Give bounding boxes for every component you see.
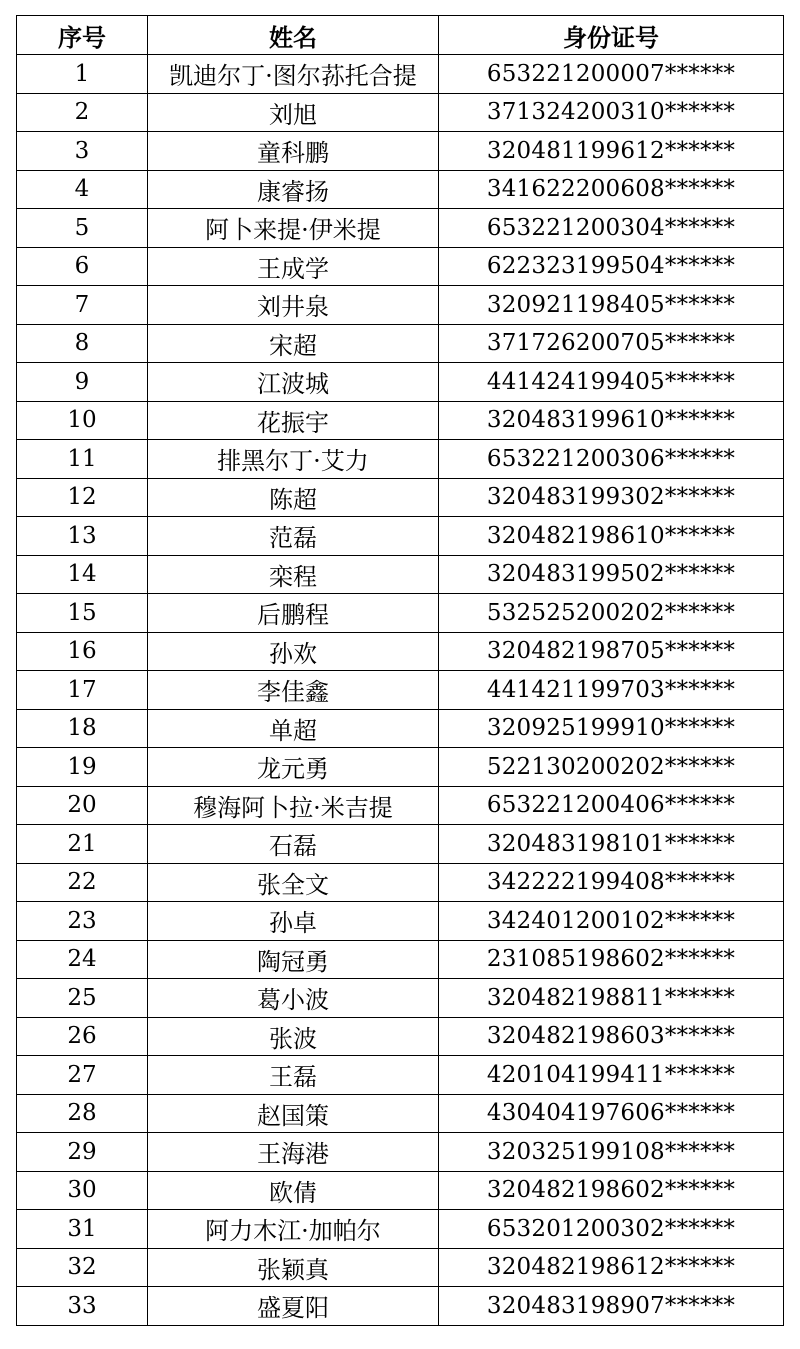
table-row bbox=[17, 1171, 784, 1210]
id-number-cell: 320925199910****** bbox=[439, 709, 784, 748]
name-cell: 花振宇 bbox=[148, 401, 439, 440]
table-row bbox=[17, 286, 784, 325]
table-row bbox=[17, 1210, 784, 1249]
header-name: 姓名 bbox=[148, 16, 439, 55]
id-number-cell: 420104199411****** bbox=[439, 1056, 784, 1095]
id-number-cell: 320483198907****** bbox=[439, 1287, 784, 1326]
serial-number-cell: 25 bbox=[17, 979, 148, 1018]
name-cell: 排黑尔丁·艾力 bbox=[148, 440, 439, 479]
name-cell: 张全文 bbox=[148, 863, 439, 902]
id-number-cell: 441421199703****** bbox=[439, 671, 784, 710]
name-cell: 后鹏程 bbox=[148, 594, 439, 633]
id-number-cell: 342222199408****** bbox=[439, 863, 784, 902]
table-row bbox=[17, 93, 784, 132]
id-number-cell: 622323199504****** bbox=[439, 247, 784, 286]
name-cell: 葛小波 bbox=[148, 979, 439, 1018]
id-number-cell: 320482198603****** bbox=[439, 1017, 784, 1056]
name-cell: 阿卜来提·伊米提 bbox=[148, 209, 439, 248]
table-row bbox=[17, 478, 784, 517]
serial-number-cell: 17 bbox=[17, 671, 148, 710]
name-cell: 孙卓 bbox=[148, 902, 439, 941]
id-number-cell: 231085198602****** bbox=[439, 940, 784, 979]
table-row bbox=[17, 440, 784, 479]
id-number-cell: 320482198610****** bbox=[439, 517, 784, 556]
id-number-cell: 371324200310****** bbox=[439, 93, 784, 132]
name-cell: 王海港 bbox=[148, 1133, 439, 1172]
serial-number-cell: 23 bbox=[17, 902, 148, 941]
id-number-cell: 441424199405****** bbox=[439, 363, 784, 402]
table-row bbox=[17, 979, 784, 1018]
id-number-cell: 341622200608****** bbox=[439, 170, 784, 209]
id-number-cell: 320921198405****** bbox=[439, 286, 784, 325]
serial-number-cell: 20 bbox=[17, 786, 148, 825]
name-cell: 龙元勇 bbox=[148, 748, 439, 787]
serial-number-cell: 14 bbox=[17, 555, 148, 594]
name-cell: 张颖真 bbox=[148, 1248, 439, 1287]
serial-number-cell: 26 bbox=[17, 1017, 148, 1056]
name-cell: 刘旭 bbox=[148, 93, 439, 132]
header-serial-number: 序号 bbox=[17, 16, 148, 55]
serial-number-cell: 2 bbox=[17, 93, 148, 132]
serial-number-cell: 6 bbox=[17, 247, 148, 286]
id-number-cell: 430404197606****** bbox=[439, 1094, 784, 1133]
serial-number-cell: 24 bbox=[17, 940, 148, 979]
id-number-cell: 320482198602****** bbox=[439, 1171, 784, 1210]
table-body bbox=[17, 55, 784, 1326]
table-row bbox=[17, 1094, 784, 1133]
id-number-cell: 522130200202****** bbox=[439, 748, 784, 787]
serial-number-cell: 15 bbox=[17, 594, 148, 633]
table-row bbox=[17, 1287, 784, 1326]
table-row bbox=[17, 671, 784, 710]
id-number-cell: 653221200306****** bbox=[439, 440, 784, 479]
name-cell: 单超 bbox=[148, 709, 439, 748]
serial-number-cell: 10 bbox=[17, 401, 148, 440]
id-number-cell: 320483199502****** bbox=[439, 555, 784, 594]
name-cell: 童科鹏 bbox=[148, 132, 439, 171]
name-cell: 刘井泉 bbox=[148, 286, 439, 325]
serial-number-cell: 13 bbox=[17, 517, 148, 556]
table-row bbox=[17, 363, 784, 402]
header-row bbox=[17, 16, 784, 55]
serial-number-cell: 3 bbox=[17, 132, 148, 171]
id-number-cell: 653221200304****** bbox=[439, 209, 784, 248]
serial-number-cell: 16 bbox=[17, 632, 148, 671]
id-number-cell: 653221200406****** bbox=[439, 786, 784, 825]
table-row bbox=[17, 401, 784, 440]
serial-number-cell: 12 bbox=[17, 478, 148, 517]
table-row bbox=[17, 709, 784, 748]
serial-number-cell: 7 bbox=[17, 286, 148, 325]
id-number-cell: 532525200202****** bbox=[439, 594, 784, 633]
table-row bbox=[17, 940, 784, 979]
serial-number-cell: 29 bbox=[17, 1133, 148, 1172]
serial-number-cell: 33 bbox=[17, 1287, 148, 1326]
header-id-number: 身份证号 bbox=[439, 16, 784, 55]
table-row bbox=[17, 170, 784, 209]
name-cell: 阿力木江·加帕尔 bbox=[148, 1210, 439, 1249]
name-cell: 孙欢 bbox=[148, 632, 439, 671]
table-row bbox=[17, 1056, 784, 1095]
name-cell: 张波 bbox=[148, 1017, 439, 1056]
id-number-cell: 320482198612****** bbox=[439, 1248, 784, 1287]
table-row bbox=[17, 825, 784, 864]
table-row bbox=[17, 55, 784, 94]
table-header bbox=[17, 16, 784, 55]
table-row bbox=[17, 1248, 784, 1287]
name-cell: 凯迪尔丁·图尔荪托合提 bbox=[148, 55, 439, 94]
table-row bbox=[17, 1133, 784, 1172]
name-cell: 范磊 bbox=[148, 517, 439, 556]
serial-number-cell: 31 bbox=[17, 1210, 148, 1249]
id-number-cell: 320482198811****** bbox=[439, 979, 784, 1018]
serial-number-cell: 32 bbox=[17, 1248, 148, 1287]
serial-number-cell: 4 bbox=[17, 170, 148, 209]
table-row bbox=[17, 555, 784, 594]
table-row bbox=[17, 324, 784, 363]
name-cell: 石磊 bbox=[148, 825, 439, 864]
name-cell: 王磊 bbox=[148, 1056, 439, 1095]
table-row bbox=[17, 247, 784, 286]
table-row bbox=[17, 863, 784, 902]
table-row bbox=[17, 209, 784, 248]
name-cell: 康睿扬 bbox=[148, 170, 439, 209]
id-number-cell: 320325199108****** bbox=[439, 1133, 784, 1172]
name-cell: 欧倩 bbox=[148, 1171, 439, 1210]
serial-number-cell: 21 bbox=[17, 825, 148, 864]
serial-number-cell: 11 bbox=[17, 440, 148, 479]
name-cell: 盛夏阳 bbox=[148, 1287, 439, 1326]
table-row bbox=[17, 632, 784, 671]
id-number-cell: 320483198101****** bbox=[439, 825, 784, 864]
table-row bbox=[17, 517, 784, 556]
id-number-cell: 342401200102****** bbox=[439, 902, 784, 941]
table-row bbox=[17, 1017, 784, 1056]
name-cell: 李佳鑫 bbox=[148, 671, 439, 710]
id-number-cell: 320483199302****** bbox=[439, 478, 784, 517]
id-number-cell: 653201200302****** bbox=[439, 1210, 784, 1249]
id-number-cell: 320482198705****** bbox=[439, 632, 784, 671]
name-cell: 陶冠勇 bbox=[148, 940, 439, 979]
roster-table bbox=[16, 15, 784, 1326]
id-number-cell: 320483199610****** bbox=[439, 401, 784, 440]
name-cell: 赵国策 bbox=[148, 1094, 439, 1133]
serial-number-cell: 19 bbox=[17, 748, 148, 787]
serial-number-cell: 18 bbox=[17, 709, 148, 748]
table-row bbox=[17, 594, 784, 633]
serial-number-cell: 5 bbox=[17, 209, 148, 248]
name-cell: 栾程 bbox=[148, 555, 439, 594]
id-number-cell: 320481199612****** bbox=[439, 132, 784, 171]
table-row bbox=[17, 786, 784, 825]
name-cell: 江波城 bbox=[148, 363, 439, 402]
table-row bbox=[17, 748, 784, 787]
id-number-cell: 371726200705****** bbox=[439, 324, 784, 363]
serial-number-cell: 8 bbox=[17, 324, 148, 363]
serial-number-cell: 1 bbox=[17, 55, 148, 94]
serial-number-cell: 28 bbox=[17, 1094, 148, 1133]
serial-number-cell: 27 bbox=[17, 1056, 148, 1095]
serial-number-cell: 30 bbox=[17, 1171, 148, 1210]
serial-number-cell: 22 bbox=[17, 863, 148, 902]
name-cell: 陈超 bbox=[148, 478, 439, 517]
id-number-cell: 653221200007****** bbox=[439, 55, 784, 94]
name-cell: 宋超 bbox=[148, 324, 439, 363]
name-cell: 穆海阿卜拉·米吉提 bbox=[148, 786, 439, 825]
name-cell: 王成学 bbox=[148, 247, 439, 286]
serial-number-cell: 9 bbox=[17, 363, 148, 402]
table-row bbox=[17, 132, 784, 171]
table-row bbox=[17, 902, 784, 941]
